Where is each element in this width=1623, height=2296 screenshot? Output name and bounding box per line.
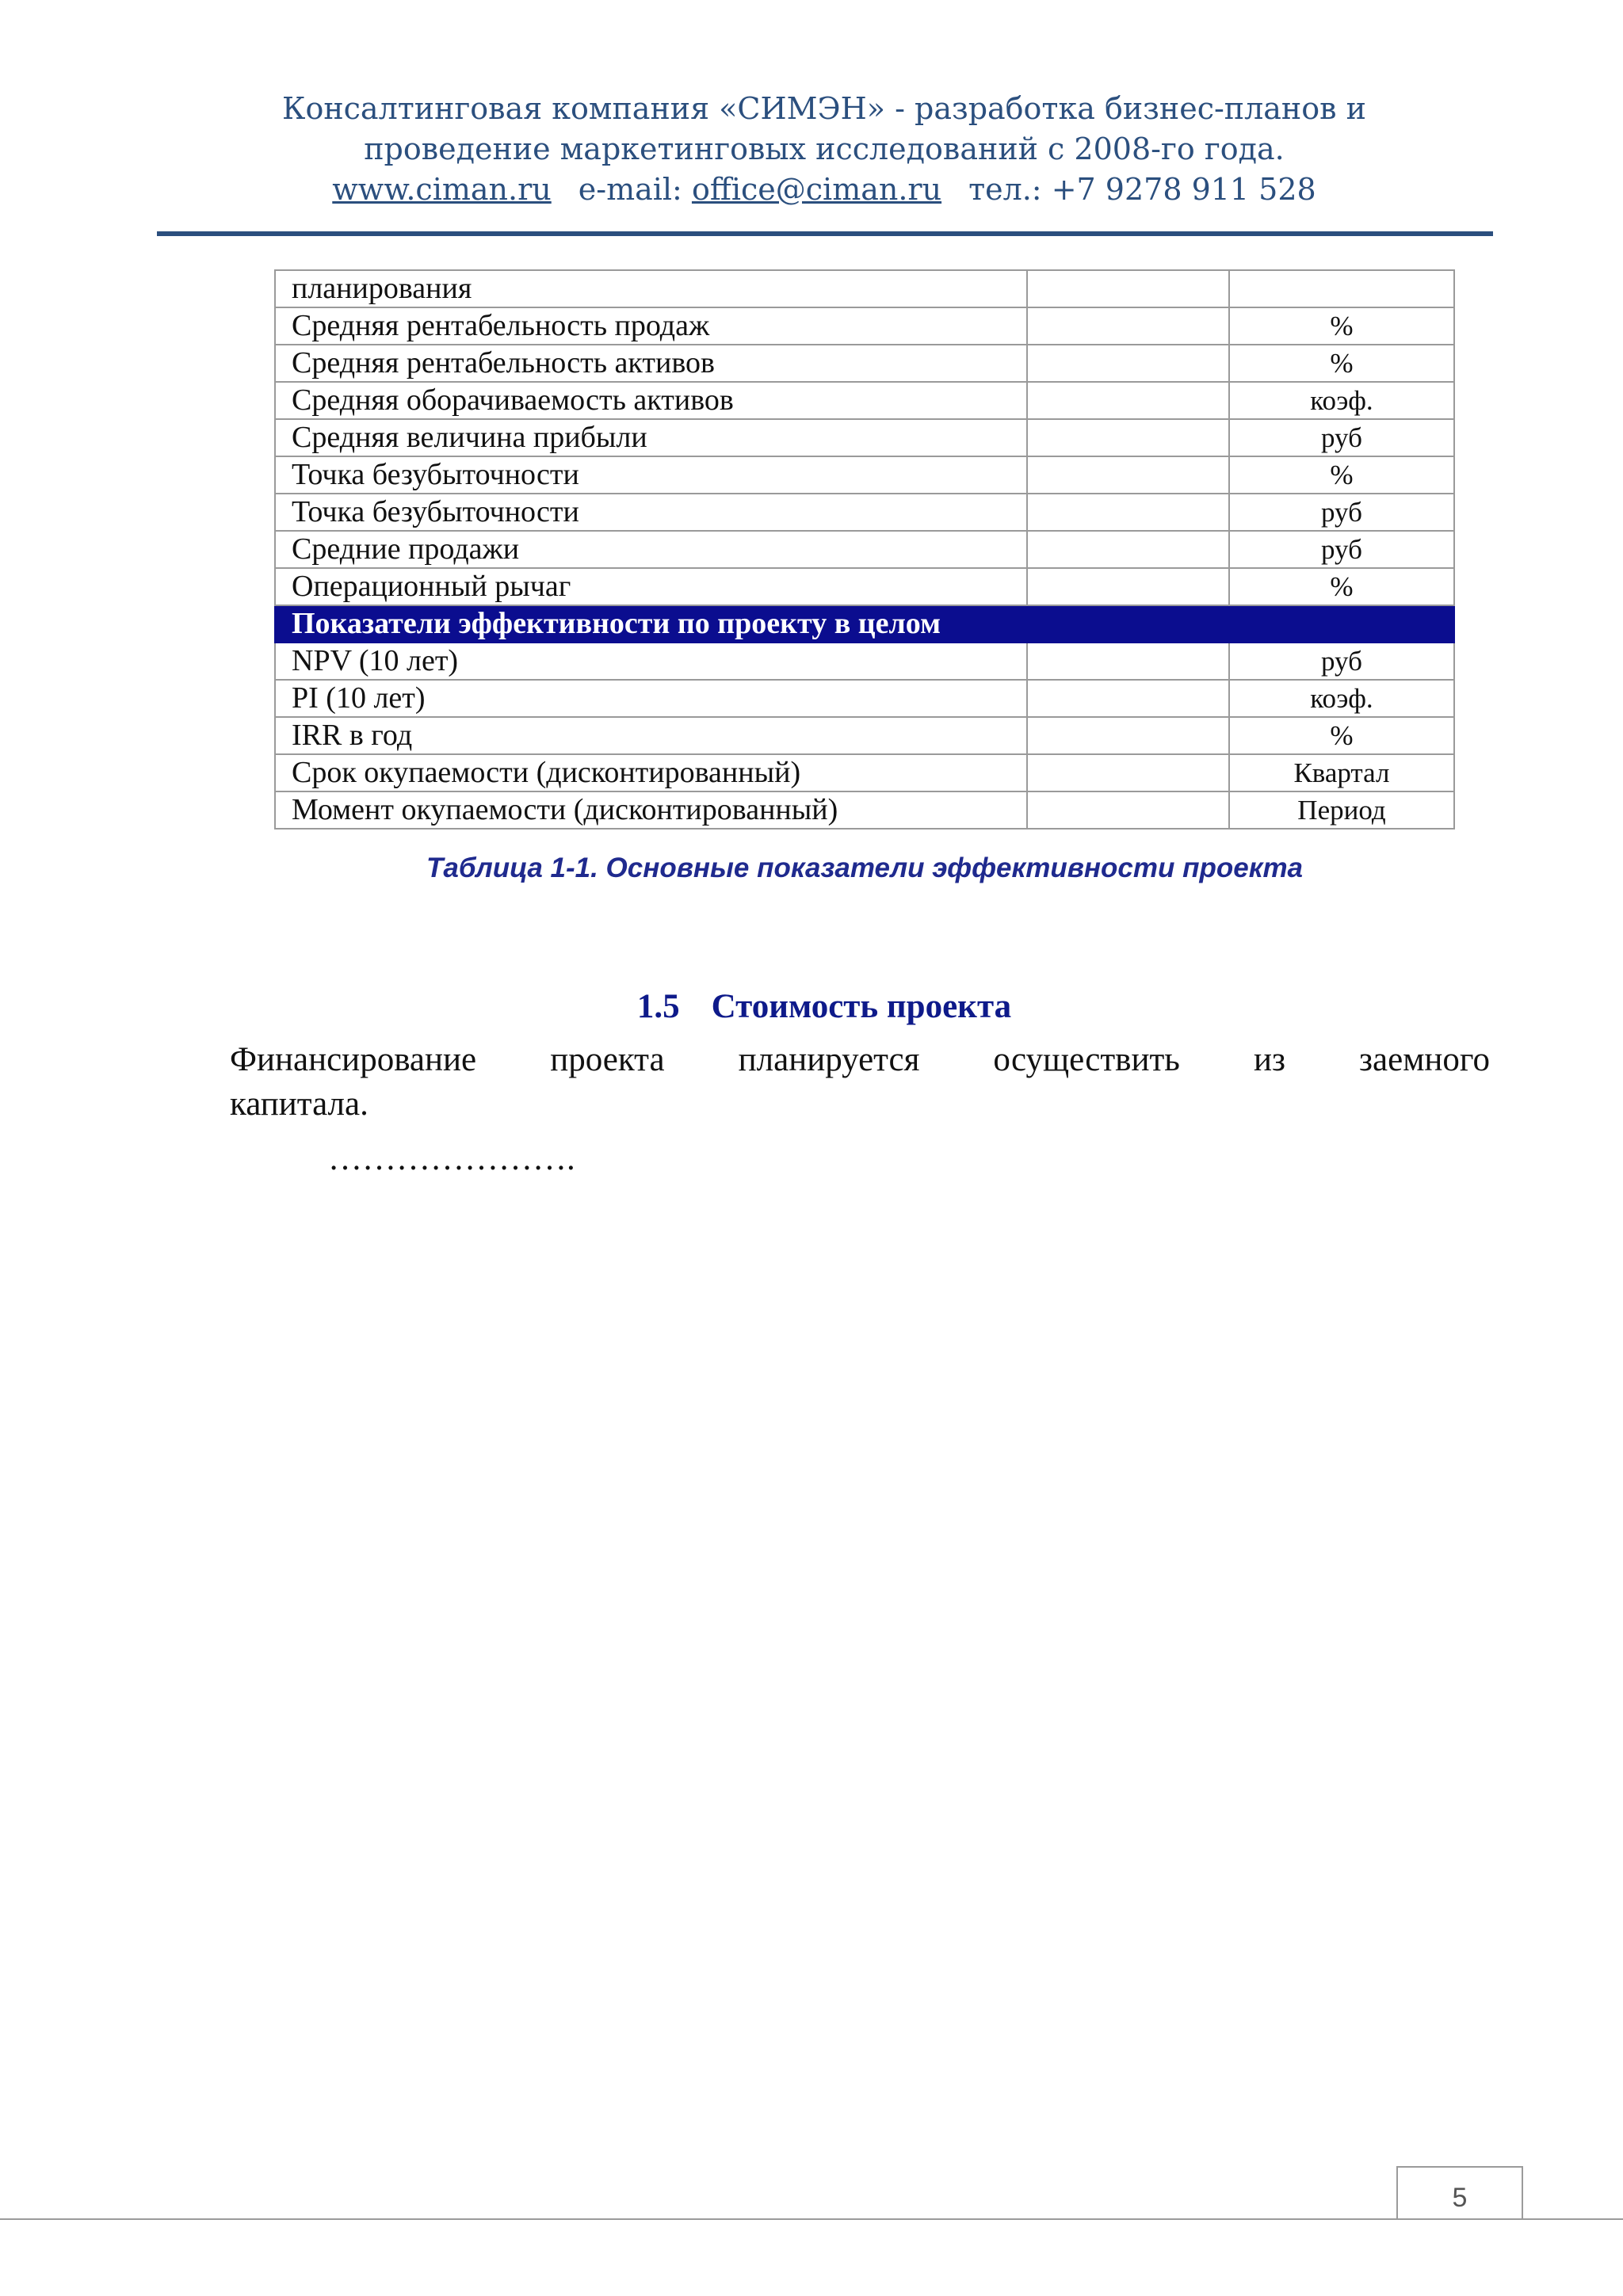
row-value xyxy=(1027,494,1228,531)
row-label: Момент окупаемости (дисконтированный) xyxy=(275,791,1027,829)
table-row xyxy=(275,270,1454,307)
row-value xyxy=(1027,717,1228,754)
table-row xyxy=(275,568,1454,605)
row-label: планирования xyxy=(275,270,1027,307)
header-line-1: Консалтинговая компания «СИМЭН» - разработка бизнес-планов и xyxy=(282,91,1366,126)
row-value xyxy=(1027,270,1228,307)
row-value xyxy=(1027,568,1228,605)
row-label: Точка безубыточности xyxy=(275,456,1027,494)
row-unit: Квартал xyxy=(1229,754,1454,791)
row-label: Операционный рычаг xyxy=(275,568,1027,605)
section-header-label: Показатели эффективности по проекту в целом xyxy=(275,605,1027,643)
row-unit xyxy=(1229,605,1454,643)
table-row xyxy=(275,307,1454,345)
table-row xyxy=(275,643,1454,680)
row-label: IRR в год xyxy=(275,717,1027,754)
row-unit: коэф. xyxy=(1229,382,1454,419)
row-unit: руб xyxy=(1229,643,1454,680)
table-row xyxy=(275,382,1454,419)
row-unit: коэф. xyxy=(1229,680,1454,717)
row-unit xyxy=(1229,270,1454,307)
row-value xyxy=(1027,382,1228,419)
table-row xyxy=(275,754,1454,791)
table-row xyxy=(275,680,1454,717)
header-line-2: проведение маркетинговых исследований с 2008-го года. xyxy=(364,132,1285,166)
footer-divider xyxy=(0,2218,1623,2220)
row-unit: % xyxy=(1229,568,1454,605)
row-unit: % xyxy=(1229,345,1454,382)
row-unit: руб xyxy=(1229,494,1454,531)
row-value xyxy=(1027,531,1228,568)
row-label: Средняя рентабельность продаж xyxy=(275,307,1027,345)
row-unit: руб xyxy=(1229,419,1454,456)
table-row xyxy=(275,531,1454,568)
row-label: Средняя величина прибыли xyxy=(275,419,1027,456)
table-section-header xyxy=(275,605,1454,643)
row-value xyxy=(1027,605,1228,643)
table-row xyxy=(275,456,1454,494)
row-label: NPV (10 лет) xyxy=(275,643,1027,680)
row-value xyxy=(1027,791,1228,829)
paragraph-line-1: Финансирование проекта планируется осуществить из заемного xyxy=(230,1041,1490,1078)
table-row xyxy=(275,345,1454,382)
row-value xyxy=(1027,643,1228,680)
phone-text: тел.: +7 9278 911 528 xyxy=(968,172,1316,207)
row-label: Средние продажи xyxy=(275,531,1027,568)
table-caption: Таблица 1-1. Основные показатели эффективности проекта xyxy=(426,852,1304,883)
row-label: Срок окупаемости (дисконтированный) xyxy=(275,754,1027,791)
header-divider xyxy=(157,231,1493,236)
website-link[interactable]: www.ciman.ru xyxy=(332,172,552,207)
table-row xyxy=(275,494,1454,531)
row-unit: % xyxy=(1229,307,1454,345)
table-row xyxy=(275,717,1454,754)
row-unit: руб xyxy=(1229,531,1454,568)
row-unit: % xyxy=(1229,717,1454,754)
page-header xyxy=(158,89,1490,210)
row-label: Средняя рентабельность активов xyxy=(275,345,1027,382)
kpi-table xyxy=(274,269,1455,830)
section-title: Стоимость проекта xyxy=(711,988,1012,1025)
page-number: 5 xyxy=(1396,2166,1523,2218)
table-row xyxy=(275,791,1454,829)
row-value xyxy=(1027,680,1228,717)
row-label: PI (10 лет) xyxy=(275,680,1027,717)
row-value xyxy=(1027,419,1228,456)
row-value xyxy=(1027,307,1228,345)
row-value xyxy=(1027,456,1228,494)
paragraph-line-2: капитала. xyxy=(230,1085,369,1123)
email-label: e-mail: xyxy=(578,172,692,207)
row-value xyxy=(1027,754,1228,791)
section-number: 1.5 xyxy=(636,988,680,1025)
email-link[interactable]: office@ciman.ru xyxy=(691,172,942,207)
row-unit: % xyxy=(1229,456,1454,494)
row-label: Средняя оборачиваемость активов xyxy=(275,382,1027,419)
header-contacts xyxy=(158,170,1490,210)
table-row xyxy=(275,419,1454,456)
row-label: Точка безубыточности xyxy=(275,494,1027,531)
row-value xyxy=(1027,345,1228,382)
row-unit: Период xyxy=(1229,791,1454,829)
ellipsis-text: …………………. xyxy=(328,1140,575,1177)
section-heading xyxy=(158,987,1490,1026)
